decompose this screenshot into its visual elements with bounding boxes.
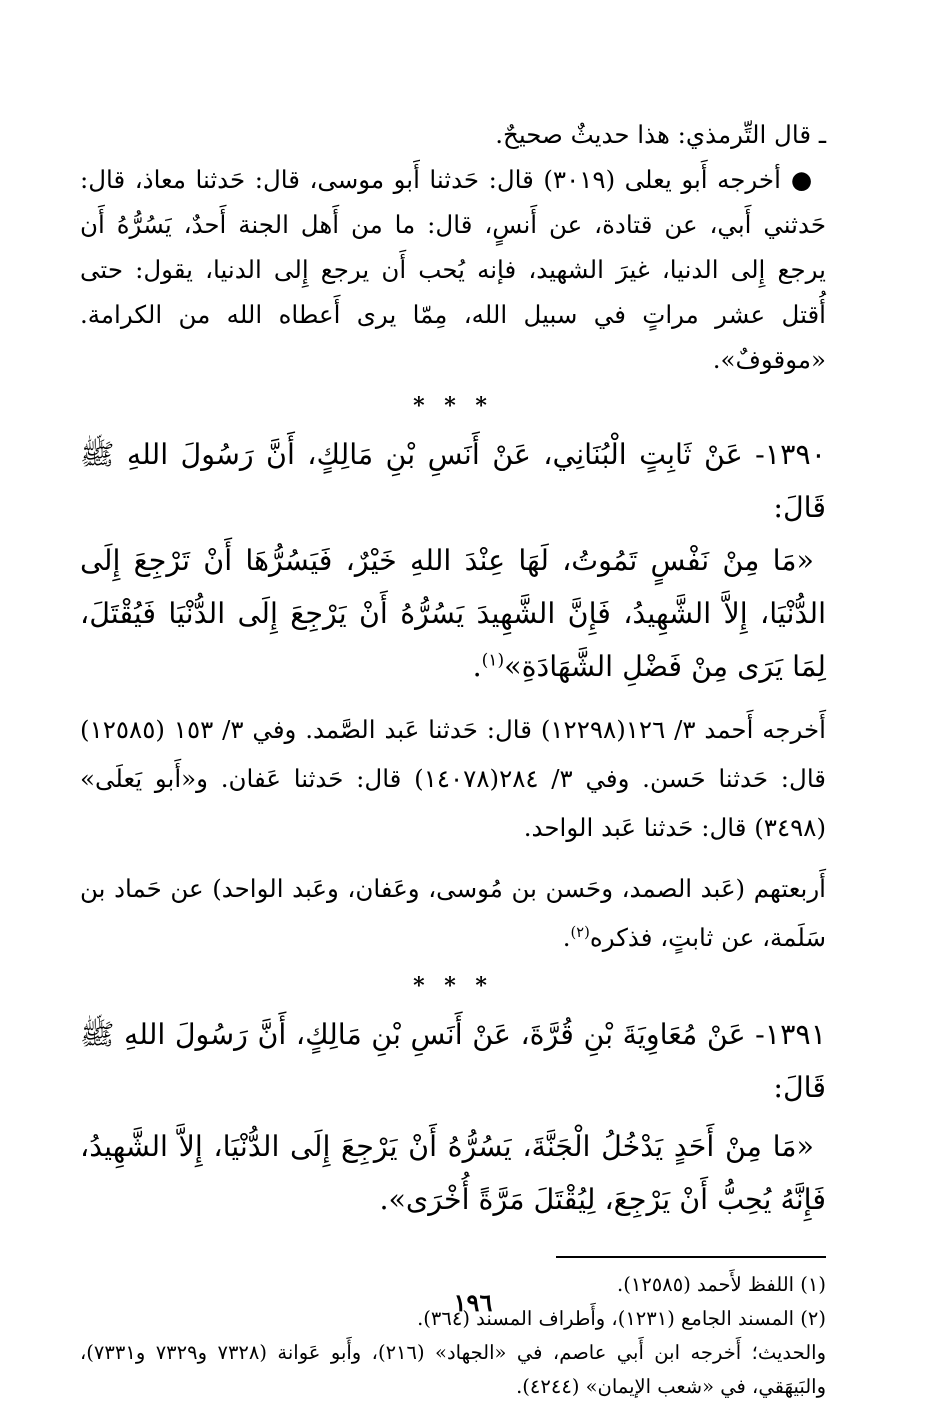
footnote-1: (١) اللفظ لأَحمد (١٢٥٨٥).: [617, 1273, 826, 1296]
section-separator: * * *: [413, 393, 493, 419]
bullet-icon: ●: [790, 165, 814, 194]
footnote-divider: [556, 1256, 826, 1258]
hadith-1390-intro: ١٣٩٠- عَنْ ثَابِتٍ الْبُنَانِي، عَنْ أَنَسِ بْنِ مَالِكٍ، أَنَّ رَسُولَ اللهِ ﷺ قَالَ:: [80, 438, 826, 524]
hadith-1390-summary: [80, 864, 826, 962]
tirmidhi-verdict: ـ قال التِّرمذي: هذا حديثٌ صحيحٌ.: [495, 120, 826, 149]
hadith-1390-matn-text: «مَا مِنْ نَفْسٍ تَمُوتُ، لَهَا عِنْدَ اللهِ خَيْرٌ، فَيَسُرُّهَا أَنْ تَرْجِعَ إِلَى الدُّنْيَا، إِلاَّ الشَّهِيدُ، فَإِنَّ الشَّهِيدَ يَسُرُّهُ أَنْ يَرْجِعَ إِلَى الدُّنْيَا فَيُقْتَلَ، لِمَا يَرَى مِنْ فَضْلِ الشَّهَادَةِ»: [80, 544, 826, 683]
hadith-1391-intro: ١٣٩١- عَنْ مُعَاوِيَةَ بْنِ قُرَّةَ، عَنْ أَنَسِ بْنِ مَالِكٍ، أَنَّ رَسُولَ اللهِ ﷺ قَالَ:: [80, 1018, 826, 1104]
hadith-1391-matn: «مَا مِنْ أَحَدٍ يَدْخُلُ الْجَنَّةَ، يَسُرُّهُ أَنْ يَرْجِعَ إِلَى الدُّنْيَا، إِلاَّ الشَّهِيدُ، فَإِنَّهُ يُحِبُّ أَنْ يَرْجِعَ، لِيُقْتَلَ مَرَّةً أُخْرَى».: [80, 1130, 826, 1216]
hadith-1390-summary-end: .: [562, 923, 571, 952]
footnote-ref-1: (١): [481, 650, 505, 671]
abu-yala-paragraph: [80, 157, 826, 382]
footnote-ref-2: (٢): [570, 923, 590, 941]
footnote-2: (٢) المسند الجامع (١٢٣١)، وأَطراف المسند (٣٦٤).: [417, 1307, 826, 1330]
hadith-1390-matn: [80, 534, 826, 693]
footnote-2-continued: والحديث؛ أَخرجه ابن أَبي عاصم، في «الجهاد» (٢١٦)، وأَبو عَوانة (٧٣٢٨ و٧٣٢٩ و٧٣٣١)، والبَيهَقي، في «شعب الإيمان» (٤٢٤٤).: [80, 1341, 826, 1398]
abu-yala-text: أخرجه أَبو يعلى (٣٠١٩) قال: حَدثنا أَبو موسى، قال: حَدثنا معاذ، قال: حَدثني أَبي، عن قتادة، عن أَنسٍ، قال: ما من أَهل الجنة أَحدٌ، يَسُرُّهُ أَن يرجع إِلى الدنيا، غيرَ الشهيد، فإنه يُحب أَن يرجع إِلى الدنيا، يقول: حتى أُقتل عشر مراتٍ في سبيل الله، مِمّا يرى أَعطاه الله من الكرامة. «موقوفٌ».: [80, 165, 826, 374]
hadith-1390-takhrij: أَخرجه أَحمد ٣/ ١٢٦(١٢٢٩٨) قال: حَدثنا عَبد الصَّمد. وفي ٣/ ١٥٣ (١٢٥٨٥) قال: حَدثنا حَسن. وفي ٣/ ٢٨٤(١٤٠٧٨) قال: حَدثنا عَفان. و«أَبو يَعلَى» (٣٤٩٨) قال: حَدثنا عَبد الواحد.: [80, 715, 826, 842]
page-number: ١٩٦: [453, 1288, 493, 1317]
hadith-1390-summary-text: أَربعتهم (عَبد الصمد، وحَسن بن مُوسى، وعَفان، وعَبد الواحد) عن حَماد بن سَلَمة، عن ثابتٍ، فذكره: [80, 874, 826, 952]
hadith-1390-matn-end: .: [472, 650, 482, 683]
section-separator: * * *: [413, 973, 493, 999]
